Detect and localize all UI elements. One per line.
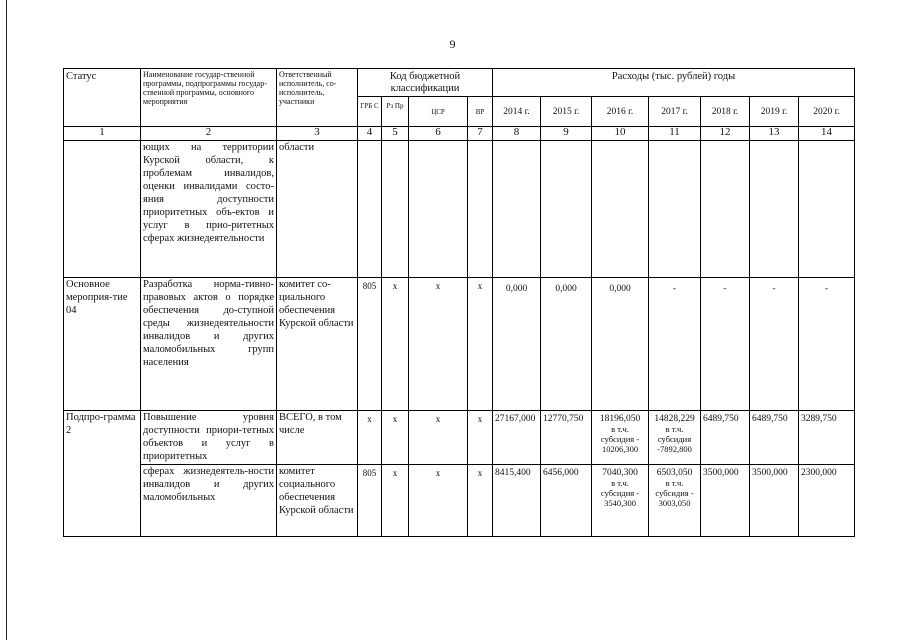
value-2017: 14828,229 xyxy=(654,414,695,424)
value-cell: - xyxy=(750,278,799,411)
grbs-cell: 805 xyxy=(358,465,382,537)
name-cell: ющих на территории Курской области, к проблемам инвалидов, оценки инвалидами состо-яния доступности приоритетных объ-ектов и услуг в прио-ритетных сферах жизнедеятельности xyxy=(141,141,277,278)
column-number: 1 xyxy=(64,127,141,141)
value-cell: 0,000 xyxy=(493,278,541,411)
responsible-cell: комитет со-циального обеспечения Курской области xyxy=(277,278,358,411)
header-vr: ВР xyxy=(468,97,493,127)
subsidy-note: в т.ч. субсидия -7892,800 xyxy=(657,424,692,454)
responsible-cell: комитет социального обеспечения Курской области xyxy=(277,465,358,537)
status-cell xyxy=(64,141,141,278)
rzpr-cell: x xyxy=(382,278,409,411)
value-cell: 3500,000 xyxy=(701,465,750,537)
table-row-subprogram-2-committee xyxy=(64,465,855,537)
column-number: 12 xyxy=(701,127,750,141)
rzpr-cell: x xyxy=(382,465,409,537)
value-cell: 3289,750 xyxy=(799,411,855,465)
rzpr-cell: x xyxy=(382,411,409,465)
header-status: Статус xyxy=(64,69,141,127)
value-cell: 6456,000 xyxy=(541,465,592,537)
header-year: 2014 г. xyxy=(493,97,541,127)
value-cell: 6489,750 xyxy=(750,411,799,465)
table-row-event-04 xyxy=(64,278,855,411)
page-left-border xyxy=(6,0,7,640)
subsidy-note: в т.ч. субсидия - 3003,050 xyxy=(655,478,694,508)
csr-cell: x xyxy=(409,411,468,465)
value-cell: - xyxy=(701,278,750,411)
value-cell xyxy=(649,465,701,537)
header-responsible: Ответственный исполнитель, со-исполнитель, участники xyxy=(277,69,358,127)
value-cell: - xyxy=(799,278,855,411)
value-cell: 8415,400 xyxy=(493,465,541,537)
grbs-cell: x xyxy=(358,411,382,465)
header-budget-code: Код бюджетной классификации xyxy=(358,69,493,97)
subsidy-note: в т.ч. субсидия - 3540,300 xyxy=(600,478,640,508)
header-year: 2020 г. xyxy=(799,97,855,127)
table-row-continuation xyxy=(64,141,855,278)
column-number: 14 xyxy=(799,127,855,141)
header-name: Наименование государ-ственной программы, подпрограммы государ-ственной программы, основного мероприятия xyxy=(141,69,277,127)
header-csr: ЦСР xyxy=(409,97,468,127)
value-cell: 2300,000 xyxy=(799,465,855,537)
header-year: 2015 г. xyxy=(541,97,592,127)
header-year: 2016 г. xyxy=(592,97,649,127)
column-numbers-row xyxy=(64,127,855,141)
column-number: 2 xyxy=(141,127,277,141)
responsible-cell: ВСЕГО, в том числе xyxy=(277,411,358,465)
grbs-cell: 805 xyxy=(358,278,382,411)
responsible-cell: области xyxy=(277,141,358,278)
header-year: 2018 г. xyxy=(701,97,750,127)
value-cell xyxy=(592,411,649,465)
value-2017: 6503,050 xyxy=(656,468,693,478)
status-cell: Основное мероприя-тие 04 xyxy=(64,278,141,411)
value-cell: 27167,000 xyxy=(493,411,541,465)
status-cell: Подпро-грамма 2 xyxy=(64,411,141,537)
value-cell: 0,000 xyxy=(592,278,649,411)
header-row xyxy=(64,69,855,97)
value-cell xyxy=(649,411,701,465)
vr-cell: x xyxy=(468,278,493,411)
csr-cell: x xyxy=(409,465,468,537)
name-cell: Разработка норма-тивно-правовых актов о порядке обеспечения до-ступной среды жизнедеятельности инвалидов и других маломобильных групп населения xyxy=(141,278,277,411)
column-number: 10 xyxy=(592,127,649,141)
subsidy-note: в т.ч. субсидия - 10206,300 xyxy=(600,424,640,454)
value-cell xyxy=(592,465,649,537)
column-number: 6 xyxy=(409,127,468,141)
value-cell: 0,000 xyxy=(541,278,592,411)
vr-cell: x xyxy=(468,465,493,537)
column-number: 5 xyxy=(382,127,409,141)
name-cell: Повышение уровня доступности приори-тетных объектов и услуг в приоритетных xyxy=(141,411,277,465)
header-year: 2017 г. xyxy=(649,97,701,127)
column-number: 11 xyxy=(649,127,701,141)
header-rzpr: Рз Пр xyxy=(382,97,409,127)
header-grbs: ГРБ С xyxy=(358,97,382,127)
table-row-subprogram-2-total xyxy=(64,411,855,465)
vr-cell: x xyxy=(468,411,493,465)
name-cell: сферах жизнедеятель-ности инвалидов и других маломобильных xyxy=(141,465,277,537)
column-number: 9 xyxy=(541,127,592,141)
column-number: 4 xyxy=(358,127,382,141)
column-number: 13 xyxy=(750,127,799,141)
header-year: 2019 г. xyxy=(750,97,799,127)
column-number: 3 xyxy=(277,127,358,141)
value-2016: 7040,300 xyxy=(602,468,638,478)
header-expenses: Расходы (тыс. рублей) годы xyxy=(493,69,855,97)
column-number: 7 xyxy=(468,127,493,141)
value-cell: 12770,750 xyxy=(541,411,592,465)
budget-table xyxy=(63,68,855,537)
value-2016: 18196,050 xyxy=(599,414,641,424)
value-cell: - xyxy=(649,278,701,411)
page-number: 9 xyxy=(449,37,456,51)
value-cell: 6489,750 xyxy=(701,411,750,465)
column-number: 8 xyxy=(493,127,541,141)
csr-cell: x xyxy=(409,278,468,411)
value-cell: 3500,000 xyxy=(750,465,799,537)
